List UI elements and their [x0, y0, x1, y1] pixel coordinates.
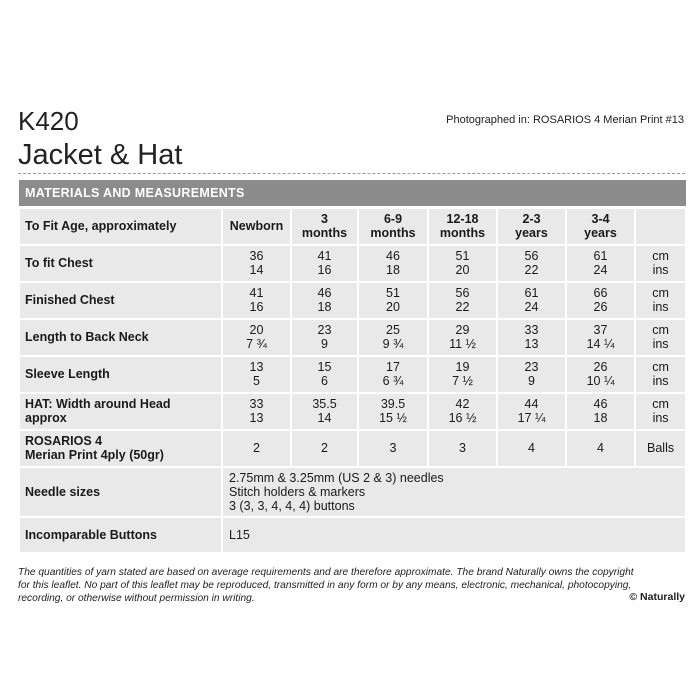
table-row [19, 356, 686, 393]
copyright-notice [18, 566, 686, 605]
value-cell: 56 22 [497, 245, 566, 282]
buttons-value: L15 [222, 517, 686, 553]
value-cell: 56 22 [428, 282, 497, 319]
value-cell: 4 [497, 430, 566, 467]
pattern-code: K420 [18, 106, 79, 136]
unit-cell: cm ins [635, 282, 686, 319]
value-cell: 3 [358, 430, 428, 467]
value-cell: 26 10 ¼ [566, 356, 635, 393]
value-cell: 42 16 ½ [428, 393, 497, 430]
row-label: Sleeve Length [19, 356, 222, 393]
age-cell: 3-4 years [566, 208, 635, 245]
value-cell: 41 16 [291, 245, 358, 282]
value-cell: 20 7 ¾ [222, 319, 291, 356]
yarn-row [19, 430, 686, 467]
value-cell: 46 18 [291, 282, 358, 319]
value-cell: 13 5 [222, 356, 291, 393]
footer-line: The quantities of yarn stated are based on average requirements and are therefore approximate. The brand Naturally owns the copyright [18, 567, 634, 578]
unit-cell: cm ins [635, 356, 686, 393]
dashed-divider [18, 173, 685, 174]
value-cell: 51 20 [358, 282, 428, 319]
value-cell: 51 20 [428, 245, 497, 282]
age-cell: 6-9 months [358, 208, 428, 245]
materials-table-wrapper [18, 180, 685, 554]
table-row [19, 319, 686, 356]
value-cell: 25 9 ¾ [358, 319, 428, 356]
value-cell: 2 [291, 430, 358, 467]
value-cell: 33 13 [222, 393, 291, 430]
age-cell: 2-3 years [497, 208, 566, 245]
unit-cell: cm ins [635, 393, 686, 430]
row-label: To fit Chest [19, 245, 222, 282]
value-cell: 15 6 [291, 356, 358, 393]
value-cell: 3 [428, 430, 497, 467]
needles-row [19, 467, 686, 517]
value-cell: 44 17 ¼ [497, 393, 566, 430]
value-cell: 19 7 ½ [428, 356, 497, 393]
value-cell: 46 18 [358, 245, 428, 282]
table-row [19, 245, 686, 282]
unit-cell: cm ins [635, 245, 686, 282]
value-cell: 35.5 14 [291, 393, 358, 430]
buttons-row [19, 517, 686, 553]
photographed-in-note: Photographed in: ROSARIOS 4 Merian Print #13 [446, 114, 684, 126]
unit-cell: Balls [635, 430, 686, 467]
table-row [19, 393, 686, 430]
unit-cell: cm ins [635, 319, 686, 356]
value-cell: 61 24 [566, 245, 635, 282]
footer-line: for this leaflet. No part of this leaflet may be reproduced, transmitted in any form or by any means, electronic, mechanical, photocopying, [18, 580, 632, 591]
value-cell: 41 16 [222, 282, 291, 319]
age-cell: 3 months [291, 208, 358, 245]
age-cell: Newborn [222, 208, 291, 245]
value-cell: 29 11 ½ [428, 319, 497, 356]
copyright-mark: © Naturally [629, 591, 685, 603]
pattern-title: Jacket & Hat [18, 139, 183, 171]
table-row [19, 282, 686, 319]
value-cell: 23 9 [497, 356, 566, 393]
age-row [19, 208, 686, 245]
value-cell: 66 26 [566, 282, 635, 319]
value-cell: 37 14 ¼ [566, 319, 635, 356]
needles-details: 2.75mm & 3.25mm (US 2 & 3) needles Stitch holders & markers 3 (3, 3, 4, 4, 4) buttons [222, 467, 686, 517]
needles-label: Needle sizes [19, 467, 222, 517]
value-cell: 2 [222, 430, 291, 467]
empty-unit-cell [635, 208, 686, 245]
footer-line: recording, or otherwise without permission in writing. [18, 593, 255, 604]
row-label: HAT: Width around Head approx [19, 393, 222, 430]
value-cell: 4 [566, 430, 635, 467]
value-cell: 36 14 [222, 245, 291, 282]
yarn-label: ROSARIOS 4 Merian Print 4ply (50gr) [19, 430, 222, 467]
value-cell: 46 18 [566, 393, 635, 430]
value-cell: 39.5 15 ½ [358, 393, 428, 430]
value-cell: 33 13 [497, 319, 566, 356]
pattern-header [18, 106, 686, 172]
buttons-label: Incomparable Buttons [19, 517, 222, 553]
age-cell: 12-18 months [428, 208, 497, 245]
section-title: MATERIALS AND MEASUREMENTS [19, 180, 686, 208]
value-cell: 17 6 ¾ [358, 356, 428, 393]
row-label: Finished Chest [19, 282, 222, 319]
value-cell: 61 24 [497, 282, 566, 319]
age-row-label: To Fit Age, approximately [19, 208, 222, 245]
row-label: Length to Back Neck [19, 319, 222, 356]
materials-table [18, 180, 687, 554]
value-cell: 23 9 [291, 319, 358, 356]
